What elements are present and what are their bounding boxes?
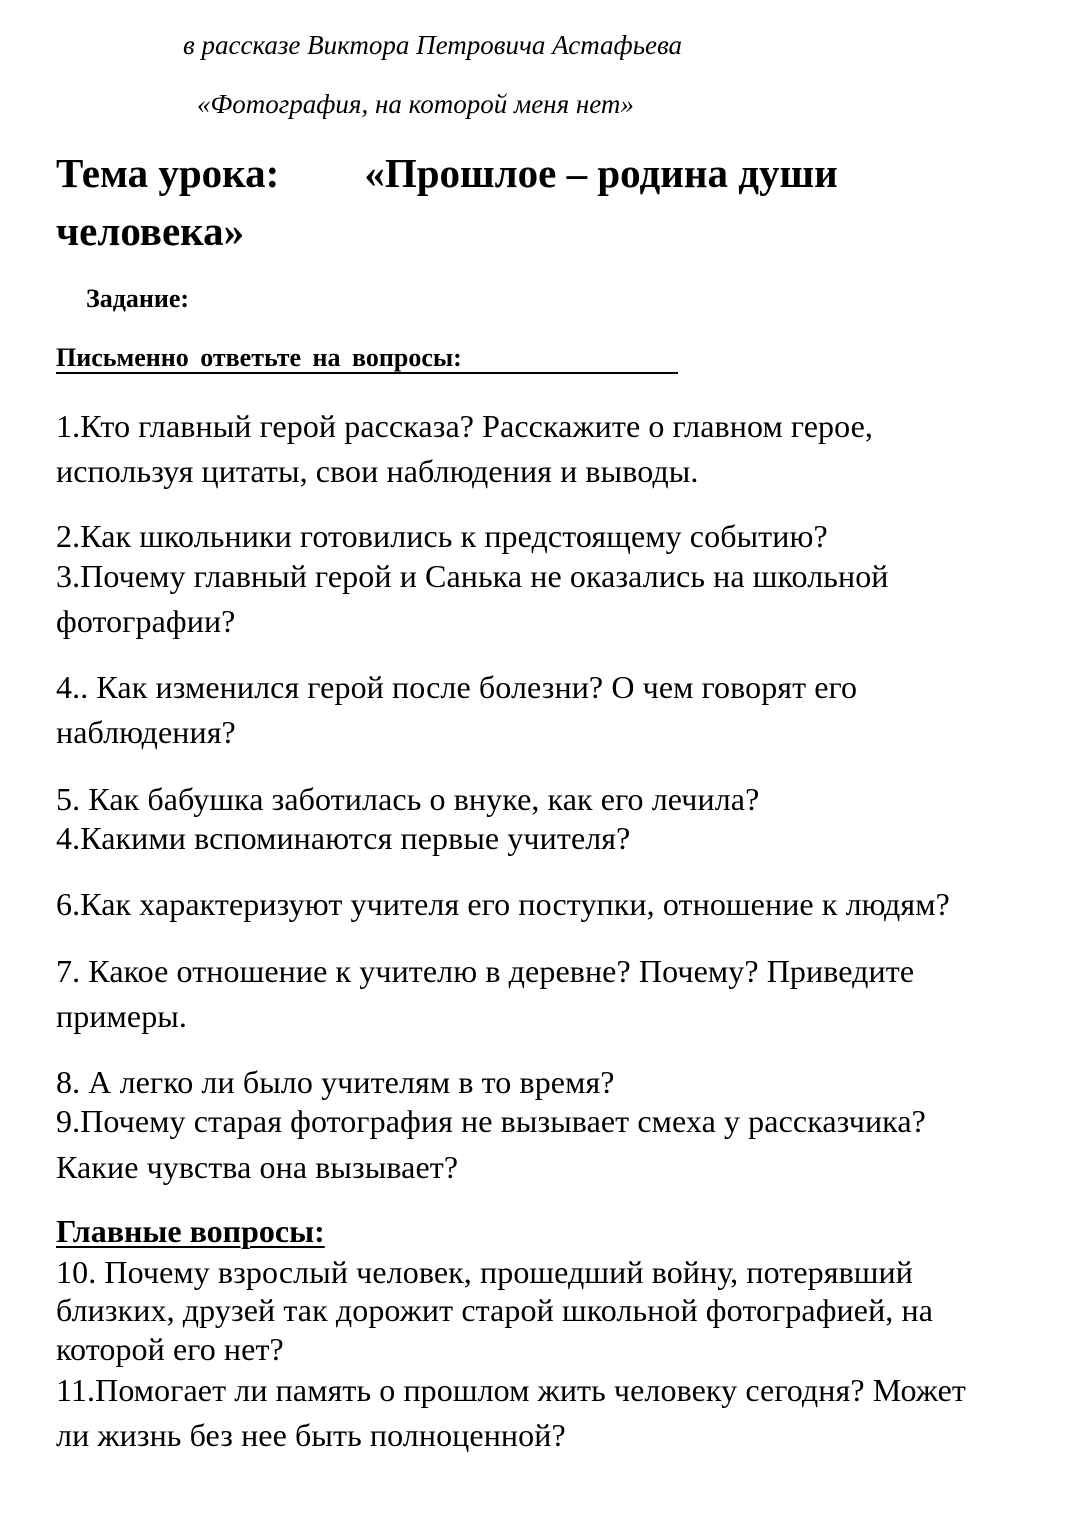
main-question-line: которой его нет? xyxy=(56,1331,284,1367)
main-question-line: 10. Почему взрослый человек, прошедший войну, потерявший xyxy=(56,1254,913,1290)
lesson-topic-line-1 xyxy=(56,148,838,198)
question-line: 2.Как школьники готовились к предстоящему событию? xyxy=(56,518,828,554)
task-instruction: Письменно ответьте на вопросы: xyxy=(56,343,462,372)
question-line: 7. Какое отношение к учителю в деревне? Почему? Приведите xyxy=(56,953,915,989)
question-line: 4.Какими вспоминаются первые учителя? xyxy=(56,820,631,856)
lesson-topic-text: «Прошлое – родина души xyxy=(364,150,838,196)
lesson-topic-label: Тема урока: xyxy=(56,150,280,196)
question-line: 9.Почему старая фотография не вызывает смеха у рассказчика? xyxy=(56,1103,926,1139)
question-line: 1.Кто главный герой рассказа? Расскажите о главном герое, xyxy=(56,408,874,444)
question-line: Какие чувства она вызывает? xyxy=(56,1149,459,1185)
main-question-line: 11.Помогает ли память о прошлом жить человеку сегодня? Может xyxy=(56,1372,966,1408)
question-line: 3.Почему главный герой и Санька не оказались на школьной xyxy=(56,558,889,594)
main-question-line: ли жизнь без нее быть полноценной? xyxy=(56,1417,566,1453)
subtitle-line-2: «Фотография, на которой меня нет» xyxy=(197,89,634,119)
question-line: используя цитаты, свои наблюдения и выводы. xyxy=(56,453,699,489)
question-line: фотографии? xyxy=(56,603,236,639)
main-question-line: близких, друзей так дорожит старой школьной фотографией, на xyxy=(56,1292,934,1328)
question-line: примеры. xyxy=(56,998,188,1034)
subtitle-line-1: в рассказе Виктора Петровича Астафьева xyxy=(183,30,683,60)
main-questions-heading: Главные вопросы: xyxy=(56,1213,325,1249)
instruction-underline xyxy=(56,372,678,374)
task-label: Задание: xyxy=(86,284,190,313)
question-line: 4.. Как изменился герой после болезни? О чем говорят его xyxy=(56,669,858,705)
question-line: 6.Как характеризуют учителя его поступки, отношение к людям? xyxy=(56,886,950,922)
question-line: 8. А легко ли было учителям в то время? xyxy=(56,1064,615,1100)
question-line: наблюдения? xyxy=(56,714,236,750)
question-line: 5. Как бабушка заботилась о внуке, как его лечила? xyxy=(56,781,760,817)
lesson-topic-line-2: человека» xyxy=(56,208,245,254)
